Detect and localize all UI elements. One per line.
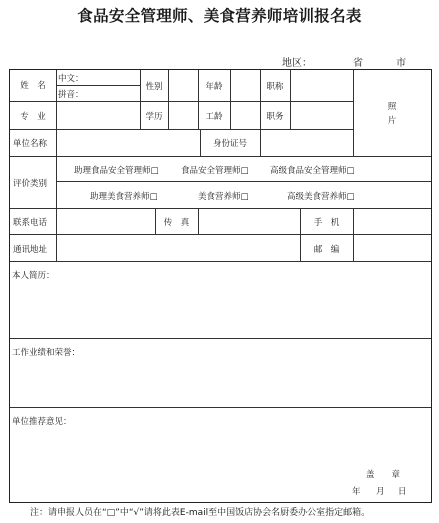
checkbox-assistant-food-safety-manager[interactable]: 助理食品安全管理师□ bbox=[74, 166, 159, 176]
column-line bbox=[353, 208, 354, 261]
chinese-name-label: 中文： bbox=[58, 74, 84, 84]
column-line bbox=[56, 70, 57, 234]
achievements-label: 工作业绩和荣誉： bbox=[12, 348, 81, 358]
row-line bbox=[10, 407, 431, 408]
row-line bbox=[10, 129, 353, 130]
row-line bbox=[10, 156, 431, 157]
checkbox-senior-food-safety-manager[interactable]: 高级食品安全管理师□ bbox=[270, 166, 355, 176]
category-label: 评价类别 bbox=[13, 179, 48, 189]
category-split-line bbox=[56, 181, 431, 182]
registration-form bbox=[9, 69, 432, 503]
footnote: 注：请申报人员在“□”中“√”请将此表E-mail至中国饭店协会名厨委办公室指定邮箱。 bbox=[30, 508, 371, 518]
date-month-label: 月 bbox=[376, 487, 385, 497]
row-line bbox=[10, 101, 353, 102]
checkbox-assistant-gourmet-nutritionist[interactable]: 助理美食营养师□ bbox=[90, 192, 158, 202]
address-label: 通讯地址 bbox=[13, 245, 48, 255]
city-label: 市 bbox=[396, 58, 406, 69]
fax-label: 传 真 bbox=[163, 218, 190, 228]
row-line bbox=[10, 234, 431, 235]
age-label: 年龄 bbox=[205, 82, 223, 92]
postcode-label: 邮 编 bbox=[313, 245, 340, 255]
pinyin-name-label: 拼音： bbox=[58, 90, 84, 100]
checkbox-gourmet-nutritionist[interactable]: 美食营养师□ bbox=[198, 192, 249, 202]
date-day-label: 日 bbox=[398, 487, 407, 497]
province-label: 省 bbox=[353, 58, 363, 69]
resume-label: 本人简历： bbox=[12, 271, 55, 281]
gender-label: 性别 bbox=[145, 82, 163, 92]
education-label: 学历 bbox=[145, 112, 163, 122]
date-year-label: 年 bbox=[352, 487, 361, 497]
column-line bbox=[260, 129, 261, 156]
position-label: 职务 bbox=[266, 112, 284, 122]
seal-label: 盖 章 bbox=[366, 470, 401, 480]
checkbox-food-safety-manager[interactable]: 食品安全管理师□ bbox=[181, 166, 249, 176]
recommendation-label: 单位推荐意见： bbox=[12, 417, 72, 427]
major-label: 专 业 bbox=[20, 112, 46, 122]
column-line bbox=[198, 208, 199, 234]
professional-title-label: 职称 bbox=[266, 82, 284, 92]
column-line bbox=[56, 234, 57, 261]
column-line bbox=[290, 70, 291, 129]
name-label: 姓 名 bbox=[20, 81, 46, 91]
phone-label: 联系电话 bbox=[13, 218, 48, 228]
photo-label: 照 片 bbox=[387, 102, 397, 126]
employer-label: 单位名称 bbox=[13, 139, 48, 149]
form-title: 食品安全管理师、美食营养师培训报名表 bbox=[77, 7, 362, 25]
checkbox-senior-gourmet-nutritionist[interactable]: 高级美食营养师□ bbox=[287, 192, 355, 202]
row-line bbox=[10, 208, 431, 209]
region-label: 地区： bbox=[282, 58, 312, 69]
row-line bbox=[10, 338, 431, 339]
column-line bbox=[230, 70, 231, 129]
name-split-line bbox=[56, 85, 140, 86]
column-line bbox=[168, 70, 169, 129]
work-years-label: 工龄 bbox=[205, 112, 223, 122]
row-line bbox=[10, 261, 431, 262]
mobile-label: 手 机 bbox=[313, 218, 340, 228]
id-number-label: 身份证号 bbox=[212, 139, 247, 149]
